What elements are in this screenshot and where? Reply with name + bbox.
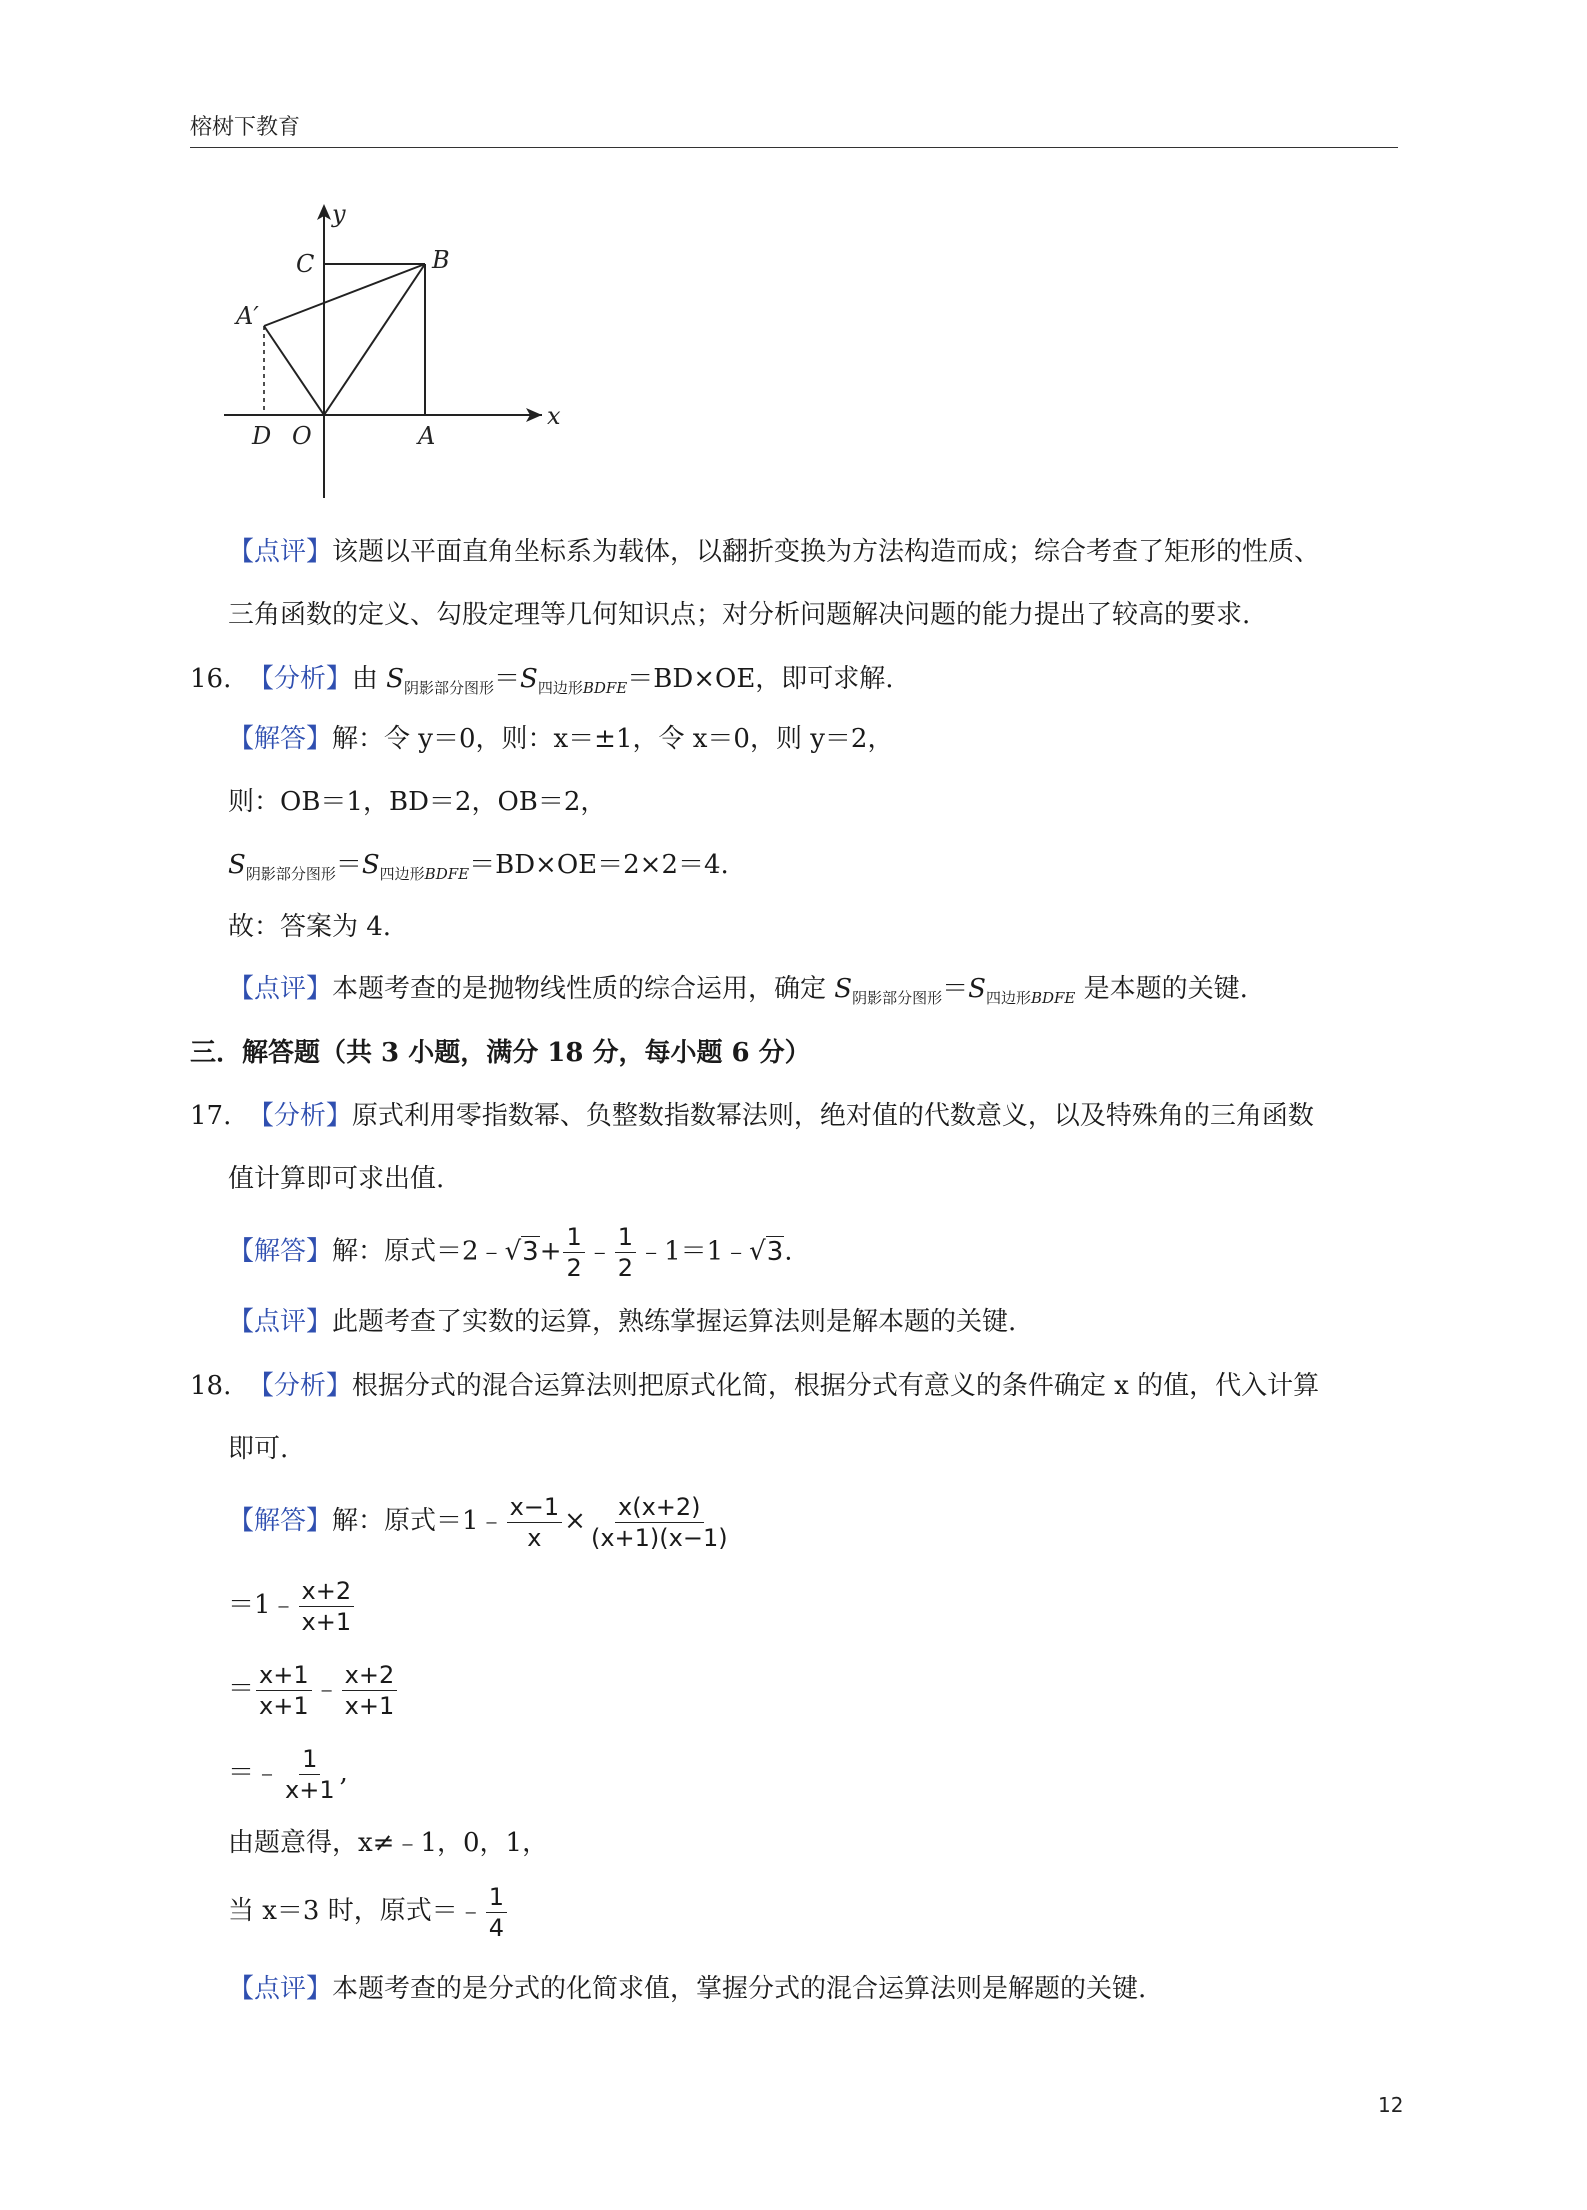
label-a-prime: A′	[236, 302, 259, 330]
coordinate-figure	[212, 196, 572, 510]
q18-answer-line1	[228, 1488, 733, 1554]
q15-comment-line2: 三角函数的定义、勾股定理等几何知识点；对分析问题解决问题的能力提出了较高的要求.	[228, 600, 1251, 630]
q16-comment-suffix: 是本题的关键.	[1083, 974, 1248, 1004]
q16-answer-line2: 则：OB＝1，BD＝2，OB＝2，	[228, 787, 607, 817]
q17-comment-tag: 【点评】	[228, 1307, 333, 1337]
fraction-step2: $\frac{x+2}{x+1}$	[299, 1576, 355, 1637]
q18-step3	[228, 1656, 399, 1722]
q16-answer-text3: ＝BD×OE＝2×2＝4.	[469, 850, 729, 880]
q17-plus: +	[539, 1236, 562, 1267]
label-c: C	[296, 250, 315, 278]
page-number: 12	[1378, 2093, 1404, 2117]
q17-analysis-line2: 值计算即可求出值.	[228, 1164, 445, 1194]
q17-comment-text: 此题考查了实数的运算，熟练掌握运算法则是解本题的关键.	[332, 1307, 1017, 1337]
q16-sub-shadow-3: 阴影部分图形	[852, 989, 943, 1007]
fraction-step3-b: $\frac{x+2}{x+1}$	[342, 1660, 398, 1721]
q15-comment-line1	[228, 535, 1320, 569]
q16-answer-line3: $S_{阴影部分图形}=S_{四边形BDFE}=BD\times OE=2\times 2=4$.	[228, 850, 729, 883]
q17-comment-line	[228, 1305, 1016, 1339]
q17-analysis-text1: 原式利用零指数幂、负整数指数幂法则，绝对值的代数意义，以及特殊角的三角函数	[351, 1101, 1314, 1131]
q16-sub-shadow-2: 阴影部分图形	[245, 865, 336, 883]
label-o: O	[292, 422, 312, 450]
figure-svg	[212, 196, 572, 506]
q17-analysis-tag: 【分析】	[247, 1101, 352, 1131]
q16-sub-shadow: 阴影部分图形	[403, 679, 494, 697]
q16-sub-quad-3: 四边形	[985, 989, 1031, 1007]
q16-answer-tag: 【解答】	[228, 724, 333, 754]
q18-step4-prefix: ＝﹣	[228, 1758, 281, 1788]
q17-answer-prefix: 解：原式＝2﹣	[332, 1236, 505, 1267]
q16-analysis-line: 16. 【分析】由 $S_{阴影部分图形}=S_{四边形BDFE}=BD\times OE$，即可求解.	[190, 664, 894, 697]
q18-step3-prefix: ＝	[228, 1674, 255, 1704]
q16-comment-prefix: 本题考查的是抛物线性质的综合运用，确定	[332, 974, 835, 1004]
q16-sub-quad: 四边形	[537, 679, 583, 697]
q18-answer-tag: 【解答】	[228, 1506, 333, 1536]
q16-sub-quad-name-2: BDFE	[424, 865, 470, 883]
q18-analysis-line1	[190, 1369, 1319, 1403]
header-divider	[190, 147, 1398, 148]
q17-answer-tag: 【解答】	[228, 1236, 333, 1267]
q18-when-prefix: 当 x＝3 时，原式＝﹣	[228, 1896, 484, 1926]
segment-ob	[324, 264, 425, 415]
q16-analysis-tag: 【分析】	[247, 664, 352, 694]
q16-answer-line1	[228, 722, 893, 756]
q18-answer-prefix: 解：原式＝1﹣	[332, 1506, 505, 1536]
fraction-result: $\frac{1}{4}$	[486, 1882, 507, 1943]
q18-comment-tag: 【点评】	[228, 1974, 333, 2004]
label-x: x	[547, 402, 561, 430]
q16-sub-quad-name: BDFE	[582, 679, 628, 697]
q15-comment-text1: 该题以平面直角坐标系为载体，以翻折变换为方法构造而成；综合考查了矩形的性质、	[332, 537, 1321, 567]
q18-comment-text: 本题考查的是分式的化简求值，掌握分式的混合运算法则是解题的关键.	[332, 1974, 1147, 2004]
segment-a-prime-o	[264, 326, 324, 415]
section3-title: 三．解答题（共 3 小题，满分 18 分，每小题 6 分）	[190, 1038, 811, 1068]
q18-analysis-tag: 【分析】	[247, 1371, 352, 1401]
q16-answer-text1: 解：令 y＝0，则：x＝±1，令 x＝0，则 y＝2，	[332, 724, 894, 754]
segment-a-prime-b	[264, 264, 425, 326]
fraction-half-2: $\frac{1}{2}$	[615, 1222, 636, 1283]
fraction-product: $\frac{x(x+2)}{(x+1)(x-1)}$	[590, 1492, 728, 1552]
fraction-half-1: $\frac{1}{2}$	[563, 1222, 584, 1283]
q17-analysis-line1	[190, 1099, 1314, 1133]
q17-answer-tail: ﹣1＝1﹣	[638, 1236, 750, 1267]
sqrt-3-result: √3	[749, 1236, 784, 1267]
q16-comment-line: 【点评】本题考查的是抛物线性质的综合运用，确定 $S_{阴影部分图形}=S_{四边形BDFE}$ 是本题的关键.	[228, 974, 1248, 1007]
q15-comment-tag: 【点评】	[228, 537, 333, 567]
label-b: B	[432, 246, 450, 274]
label-a: A	[418, 422, 436, 450]
label-d: D	[252, 422, 272, 450]
fraction-step4: $\frac{1}{x+1}$	[285, 1744, 335, 1804]
q16-answer-line4: 故：答案为 4.	[228, 912, 392, 942]
q18-step4	[228, 1740, 348, 1806]
q16-sub-quad-2: 四边形	[379, 865, 425, 883]
q16-number: 16.	[190, 664, 232, 694]
q18-step2-prefix: ＝1﹣	[228, 1590, 297, 1620]
q18-step3-minus: ﹣	[313, 1674, 340, 1704]
label-y: y	[332, 200, 346, 228]
fraction-x-minus-1-over-x: $\frac{x-1}{x}$	[507, 1492, 563, 1553]
header-brand: 榕树下教育	[190, 115, 301, 140]
q18-condition: 由题意得，x≠﹣1，0，1，	[228, 1828, 549, 1858]
q16-analysis-prefix: 由	[351, 664, 387, 694]
q17-answer-line	[228, 1222, 793, 1283]
q18-analysis-text1: 根据分式的混合运算法则把原式化简，根据分式有意义的条件确定 x 的值，代入计算	[351, 1371, 1320, 1401]
sqrt-3: √3	[504, 1236, 539, 1267]
q18-step4-suffix: ,	[339, 1758, 348, 1788]
q18-times: ×	[564, 1506, 586, 1536]
q18-evaluation	[228, 1878, 509, 1944]
q17-minus: ﹣	[586, 1236, 613, 1267]
q16-comment-tag: 【点评】	[228, 974, 333, 1004]
q17-number: 17.	[190, 1101, 232, 1131]
fraction-step3-a: $\frac{x+1}{x+1}$	[256, 1660, 312, 1721]
q18-step2	[228, 1572, 356, 1638]
q18-analysis-line2: 即可.	[228, 1434, 289, 1464]
q18-comment-line	[228, 1972, 1146, 2006]
q17-period: .	[784, 1236, 793, 1267]
q18-number: 18.	[190, 1371, 232, 1401]
q16-sub-quad-name-3: BDFE	[1030, 989, 1076, 1007]
q16-analysis-suffix: ＝BD×OE，即可求解.	[627, 664, 894, 694]
